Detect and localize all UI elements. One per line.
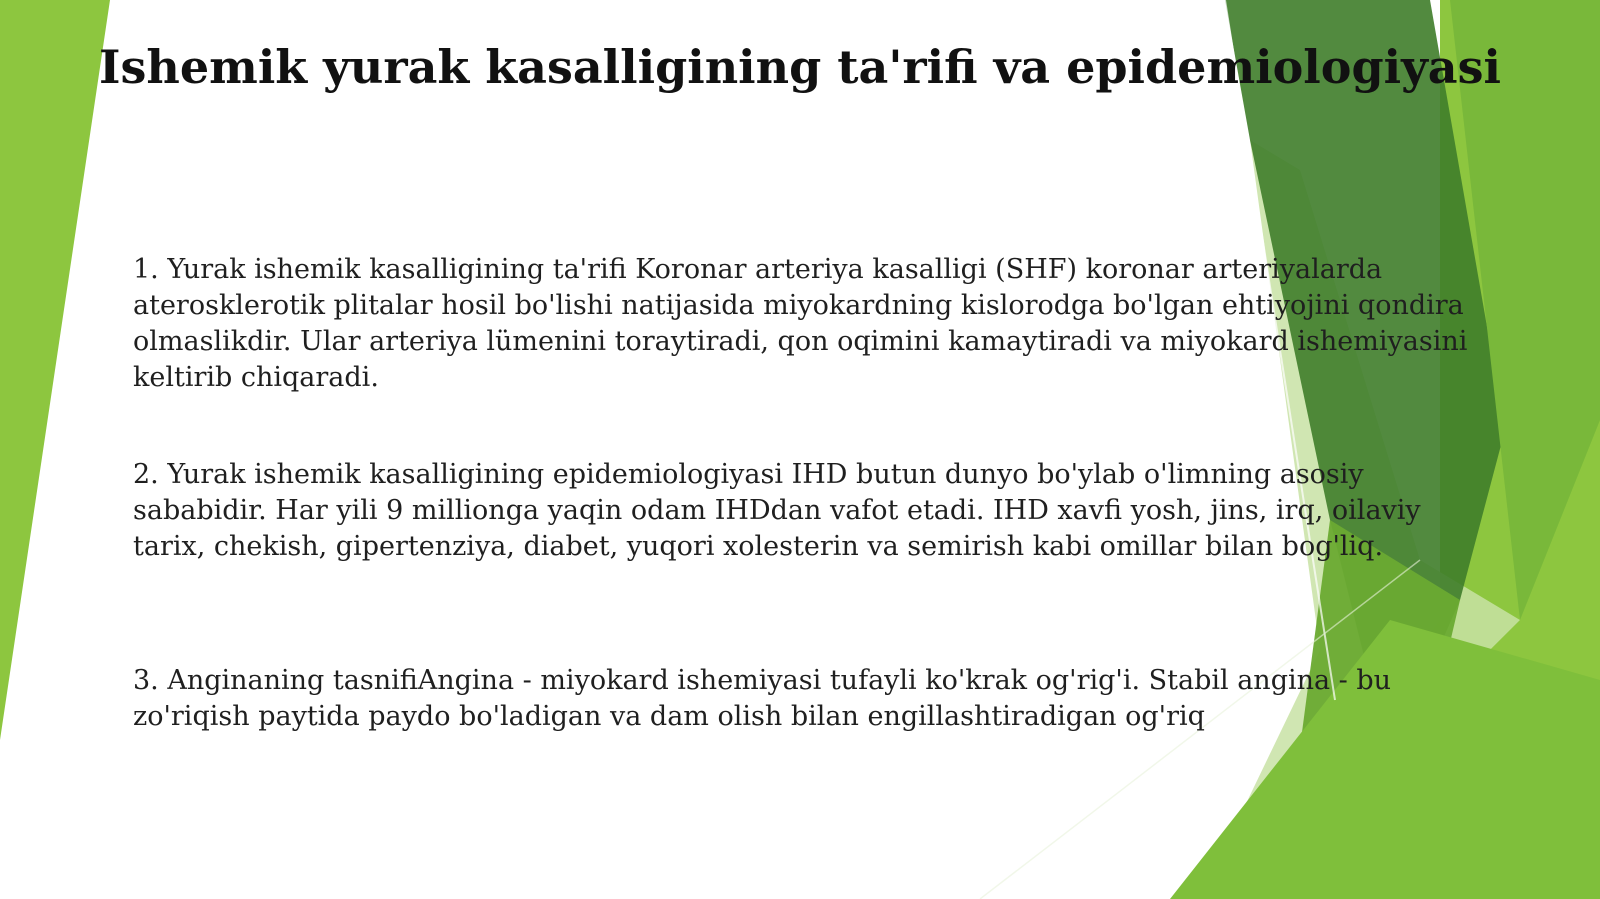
paragraph-definition: 1. Yurak ishemik kasalligining ta'rifi Koronar arteriya kasalligi (SHF) koronar arteriyalarda aterosklerotik plitalar hosil bo'lishi natijasida miyokardning kislorodga bo'lgan ehtiyojini qondira olmaslikdir. Ular arteriya lümenini toraytiradi, qon oqimini kamaytiradi va miyokard ishemiyasini keltirib chiqaradi. [133,254,1468,393]
slide-title: Ishemik yurak kasalligining ta'rifi va epidemiologiyasi [99,40,1501,94]
paragraph-angina-classification: 3. Anginaning tasnifiAngina - miyokard ishemiyasi tufayli ko'krak og'rig'i. Stabil angina - bu zo'riqish paytida paydo bo'ladigan va dam olish bilan engillashtiradigan og'riq [133,665,1392,732]
left-facet-front [0,0,110,740]
paragraph-epidemiology: 2. Yurak ishemik kasalligining epidemiologiyasi IHD butun dunyo bo'ylab o'limning asosiy sababidir. Har yili 9 millionga yaqin odam IHDdan vafot etadi. IHD xavfi yosh, jins, irq, oilaviy tarix, chekish, gipertenziya, diabet, yuqori xolesterin va semirish kabi omillar bilan bog'liq. [133,459,1421,562]
right-facet-bottom [1170,620,1600,899]
